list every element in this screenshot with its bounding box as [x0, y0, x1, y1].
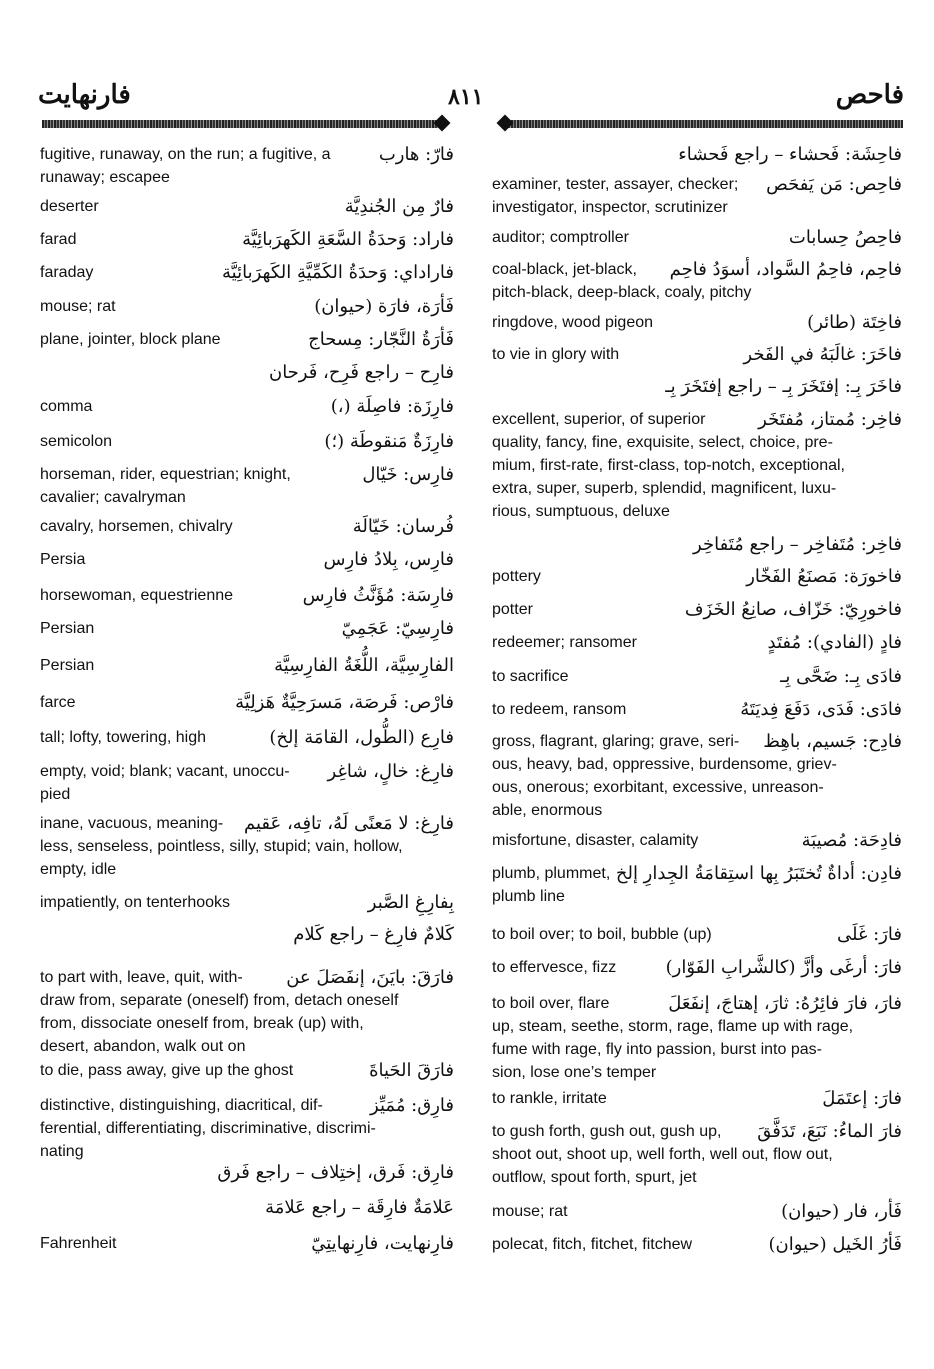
entry-headword: فاخِر: مُمتاز، مُفتَخَر [752, 408, 902, 431]
entry-headword: كَلامٌ فارِغ – راجع كَلام [40, 923, 454, 946]
entry-definition: Persian [40, 620, 95, 637]
entry-headword: فارِس: خَيّال [356, 463, 454, 486]
entry-headword: فادِحَة: مُصيبَة [796, 829, 902, 852]
entry-headword: فاخِر: مُتَفاخِر – راجع مُتَفاخِر [492, 533, 902, 556]
entry-headword: فاراد: وَحدَةُ السَّعَةِ الكَهرَبائِيَّة [236, 228, 454, 251]
entry-definition: cavalry, horsemen, chivalry [40, 518, 233, 535]
guide-word-left: فارنهايت [38, 80, 131, 110]
entry-definition: to part with, leave, quit, with- draw from, separate (oneself) from, detach oneself from, dissociate oneself from, break (up) with, desert, abandon, walk out on [40, 969, 399, 1055]
entry-definition: to boil over; to boil, bubble (up) [492, 926, 712, 943]
entry-headword: بِفارِغِ الصَّبر [362, 891, 454, 914]
entry-headword: فارِسِيّ: عَجَمِيّ [336, 617, 454, 640]
guide-word-right: فاحص [835, 80, 904, 110]
entry-definition: redeemer; ransomer [492, 634, 637, 651]
entry-definition: distinctive, distinguishing, diacritical, dif- ferential, differentiating, discriminative, discrimi- nating [40, 1097, 376, 1160]
entry-definition: to sacrifice [492, 668, 569, 685]
entry-headword: فادِح: جَسيم، باهِظ [757, 730, 902, 753]
entry-headword: فَأرَة، فارَة (حيوان) [308, 295, 454, 318]
entry-headword: فادِن: أداةٌ تُختَبَرُ بِها استِقامَةُ الجِدارِ إلخ [610, 862, 902, 885]
entry-definition: plane, jointer, block plane [40, 331, 221, 348]
entry-headword: فارِع (الطُّول، القامَة إلخ) [263, 726, 454, 749]
entry-definition: pottery [492, 568, 541, 585]
header-rule-left [42, 118, 442, 130]
entry-definition: comma [40, 398, 93, 415]
entry-definition: to die, pass away, give up the ghost [40, 1062, 294, 1079]
entry-definition: excellent, superior, of superior quality, fancy, fine, exquisite, select, choice, pre- mium, first-rate, first-class, top-notch, exceptional, extra, super, superb, splendid, magnificent, luxu- rious, sumptuous, deluxe [492, 411, 845, 520]
entry-headword: فارِغ: خالٍ، شاغِر [322, 760, 454, 783]
entry-definition: horseman, rider, equestrian; knight, cavalier; cavalryman [40, 466, 291, 506]
entry-definition: empty, void; blank; vacant, unoccu- pied [40, 763, 290, 803]
entry-definition: faraday [40, 264, 94, 281]
entry-definition: to rankle, irritate [492, 1090, 607, 1107]
entry-definition: deserter [40, 198, 99, 215]
entry-definition: to boil over, flare up, steam, seethe, storm, rage, flame up with rage, fume with rage, fly into passion, burst into pas- sion, lose one’s temper [492, 995, 854, 1081]
entry-definition: to redeem, ransom [492, 701, 627, 718]
entry-definition: plumb, plummet, plumb line [492, 865, 611, 905]
entry-definition: Persia [40, 551, 86, 568]
entry-headword: فارِق: مُمَيِّز [364, 1094, 454, 1117]
entry-definition: polecat, fitch, fitchet, fitchew [492, 1236, 693, 1253]
entry-headword: فارِس، بِلادُ فارِس [317, 548, 454, 571]
entry-headword: فادَى: فَدَى، دَفَعَ فِديَتَهُ [734, 698, 902, 721]
entry-headword: فَأر، فار (حيوان) [775, 1200, 902, 1223]
entry-headword: فَأرُ الخَيل (حيوان) [762, 1233, 902, 1256]
entry-headword: فارِق: فَرق، إختِلاف – راجع فَرق [40, 1161, 454, 1184]
entry-definition: farce [40, 694, 76, 711]
entry-headword: فَأرَةُ النَّجّار: مِسحاج [302, 328, 454, 351]
entry-headword: فارَ الماءُ: نَبَعَ، تَدَفَّقَ [751, 1120, 902, 1143]
entry-headword: الفارِسِيَّة، اللُّغَةُ الفارِسِيَّة [268, 654, 454, 677]
entry-headword: فارَ: إعتَمَلَ [816, 1087, 902, 1110]
entry-headword: فارَ: أرغَى وأزَّ (كالشَّرابِ الفَوّار) [660, 956, 902, 979]
entry-headword: فارِزَةٌ مَنقوطَة (؛) [318, 430, 454, 453]
entry-headword: فارَقَ: بايَنَ، إنفَصَلَ عن [280, 966, 454, 989]
entry-headword: فارِنهايت، فارِنهايتِيّ [305, 1232, 454, 1255]
entry-headword: فاخِتَة (طائر) [801, 311, 902, 334]
entry-headword: فاحِص: مَن يَفحَص [760, 173, 902, 196]
entry-headword: فادَى بِـ: ضَحَّى بِـ [774, 665, 902, 688]
entry-headword: فارِح – راجع فَرِح، فَرحان [40, 361, 454, 384]
entry-definition: Persian [40, 657, 95, 674]
entry-headword: فارٌ مِن الجُندِيَّة [339, 195, 454, 218]
entry-definition: Fahrenheit [40, 1235, 117, 1252]
entry-definition: semicolon [40, 433, 113, 450]
entry-definition: gross, flagrant, glaring; grave, seri- ous, heavy, bad, oppressive, burdensome, griev- ous, onerous; exorbitant, excessive, unreason- able, enormous [492, 733, 837, 819]
entry-definition: potter [492, 601, 533, 618]
entry-headword: فُرسان: خَيّالَة [347, 515, 454, 538]
entry-headword: فارَ، فارَ فائِرُهُ: ثارَ، إهتاجَ، إنفَعَلَ [662, 992, 902, 1015]
entry-headword: فاخَرَ: غالَبَهُ في الفَخر [737, 343, 902, 366]
entry-definition: ringdove, wood pigeon [492, 314, 654, 331]
entry-headword: فاحِم، فاحِمُ السَّواد، أسوَدُ فاحِم [664, 258, 902, 281]
entry-definition: to gush forth, gush out, gush up, shoot out, shoot up, well forth, well out, flow out, outflow, spout forth, spurt, jet [492, 1123, 833, 1186]
entry-headword: فاراداي: وَحدَةُ الكَمِّيَّةِ الكَهرَبائِيَّة [216, 261, 454, 284]
entry-definition: mouse; rat [492, 1203, 568, 1220]
entry-headword: فادٍ (الفادي): مُفتَدٍ [762, 631, 902, 654]
rule-diamond-left [434, 115, 451, 132]
entry-definition: mouse; rat [40, 298, 116, 315]
entry-headword: فاحِشَة: فَحشاء – راجع فَحشاء [492, 143, 902, 166]
entry-headword: فارِغ: لا مَعنًى لَهُ، تافِه، عَقيم [238, 812, 454, 835]
entry-headword: فارِزَة: فاصِلَة (،) [325, 395, 454, 418]
entry-definition: to effervesce, fizz [492, 959, 617, 976]
entry-headword: فارْص: فَرصَة، مَسرَحِيَّةٌ هَزلِيَّة [229, 691, 454, 714]
entry-definition: farad [40, 231, 77, 248]
entry-definition: to vie in glory with [492, 346, 620, 363]
header-rule-right [505, 118, 903, 130]
page-number: ٨١١ [448, 84, 484, 110]
entry-headword: فاحِصُ حِسابات [783, 226, 902, 249]
entry-definition: coal-black, jet-black, pitch-black, deep-black, coaly, pitchy [492, 261, 752, 301]
entry-headword: فاخورِيّ: خَزّاف، صانِعُ الخَزَف [679, 598, 902, 621]
entry-headword: فاخورَة: مَصنَعُ الفَخّار [740, 565, 902, 588]
entry-headword: فارّ: هارب [373, 143, 454, 166]
entry-definition: horsewoman, equestrienne [40, 587, 234, 604]
entry-headword: فارِسَة: مُؤَنَّثُ فارِس [297, 584, 454, 607]
entry-headword: فارَقَ الحَياةَ [363, 1059, 454, 1082]
entry-definition: examiner, tester, assayer, checker; investigator, inspector, scrutinizer [492, 176, 739, 216]
entry-headword: فاخَرَ بِـ: إفتَخَرَ بِـ – راجع إفتَخَرَ بِـ [492, 375, 902, 398]
entry-definition: fugitive, runaway, on the run; a fugitive, a runaway; escapee [40, 146, 331, 186]
entry-definition: impatiently, on tenterhooks [40, 894, 231, 911]
entry-definition: tall; lofty, towering, high [40, 729, 207, 746]
rule-diamond-right [497, 115, 514, 132]
entry-headword: فارَ: غَلَى [831, 923, 902, 946]
entry-definition: misfortune, disaster, calamity [492, 832, 699, 849]
entry-headword: عَلامَةٌ فارِقَة – راجع عَلامَة [40, 1196, 454, 1219]
entry-definition: auditor; comptroller [492, 229, 629, 246]
entry-definition: inane, vacuous, meaning- less, senseless, pointless, silly, stupid; vain, hollow, empty, idle [40, 815, 403, 878]
